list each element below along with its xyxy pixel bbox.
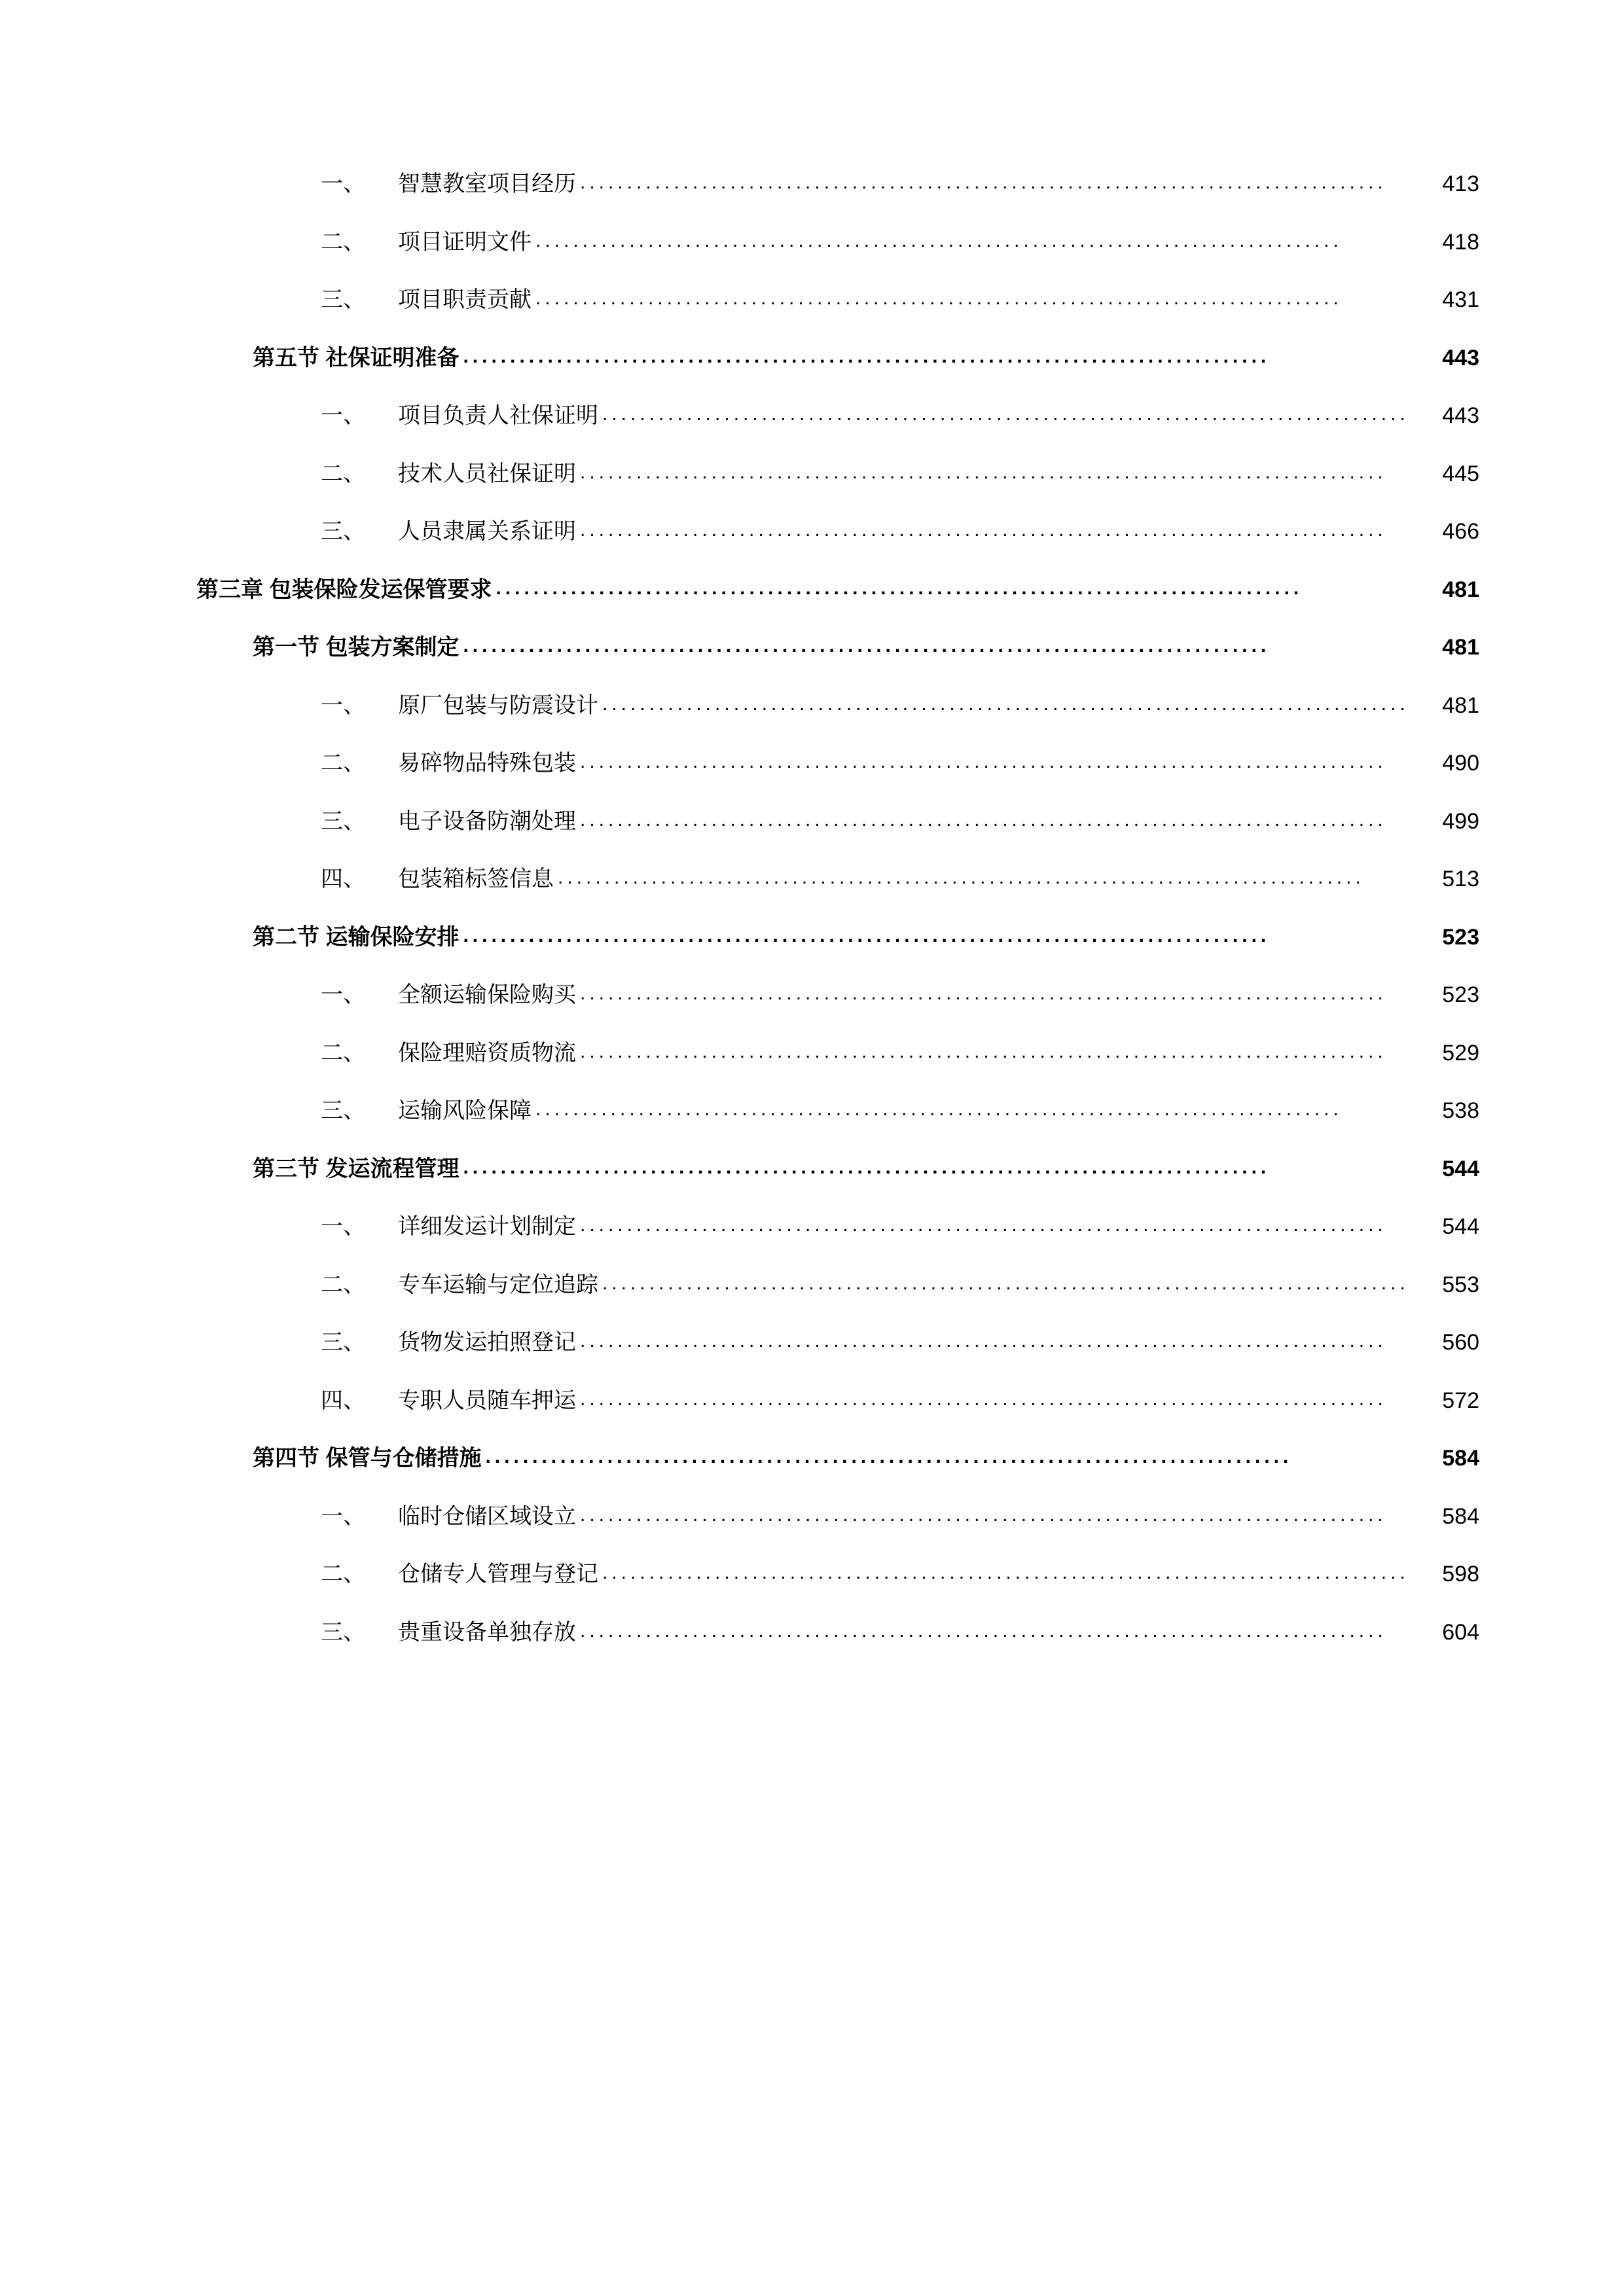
toc-entry-number: 二、 bbox=[321, 751, 365, 776]
toc-entry-label bbox=[321, 1271, 598, 1299]
toc-entry-title: 智慧教室项目经历 bbox=[398, 171, 576, 196]
toc-entry-item[interactable] bbox=[196, 1619, 1479, 1647]
toc-entry-title: 包装保险发运保管要求 bbox=[269, 577, 492, 602]
toc-entry-section[interactable] bbox=[196, 924, 1479, 952]
toc-entry-title: 项目职责贡献 bbox=[398, 287, 532, 312]
table-of-contents bbox=[196, 170, 1479, 1646]
toc-entry-number: 二、 bbox=[321, 1272, 365, 1297]
toc-dot-leader: ...................................................................................... bbox=[558, 867, 1365, 888]
toc-page-number: 529 bbox=[1442, 1040, 1479, 1066]
toc-entry-title: 包装方案制定 bbox=[325, 635, 460, 660]
toc-entry-section[interactable] bbox=[196, 634, 1479, 662]
toc-page-number: 499 bbox=[1442, 808, 1479, 834]
toc-entry-title: 保管与仓储措施 bbox=[325, 1446, 482, 1471]
toc-entry-number: 四、 bbox=[321, 1388, 365, 1413]
toc-entry-number: 三、 bbox=[321, 1619, 365, 1645]
toc-entry-label bbox=[321, 1387, 576, 1415]
toc-page-number: 481 bbox=[1442, 635, 1479, 660]
toc-entry-title: 专车运输与定位追踪 bbox=[398, 1272, 598, 1297]
toc-entry-item[interactable] bbox=[196, 1329, 1479, 1357]
toc-dot-leader: ...................................................................................... bbox=[580, 171, 1387, 193]
toc-entry-label bbox=[321, 286, 532, 314]
toc-entry-label bbox=[196, 576, 492, 604]
toc-entry-title: 运输风险保障 bbox=[398, 1098, 532, 1123]
toc-dot-leader: ...................................................................................... bbox=[580, 1330, 1387, 1352]
toc-dot-leader: ...................................................................................... bbox=[580, 1388, 1387, 1410]
toc-entry-label bbox=[321, 1560, 598, 1588]
toc-entry-title: 项目负责人社保证明 bbox=[398, 403, 598, 428]
toc-entry-label bbox=[321, 1329, 576, 1357]
toc-page-number: 560 bbox=[1442, 1330, 1479, 1355]
toc-dot-leader: ...................................................................................... bbox=[580, 1040, 1387, 1062]
toc-entry-label bbox=[321, 865, 554, 893]
toc-entry-label bbox=[253, 634, 459, 662]
toc-entry-number: 二、 bbox=[321, 1562, 365, 1587]
toc-entry-title: 货物发运拍照登记 bbox=[398, 1330, 576, 1355]
toc-page-number: 584 bbox=[1442, 1446, 1479, 1471]
toc-page-number: 538 bbox=[1442, 1098, 1479, 1123]
toc-entry-title: 保险理赔资质物流 bbox=[398, 1040, 576, 1066]
toc-entry-label bbox=[321, 460, 576, 488]
toc-entry-item[interactable] bbox=[196, 1503, 1479, 1531]
toc-dot-leader: ...................................................................................... bbox=[463, 1156, 1271, 1178]
toc-page-number: 418 bbox=[1442, 229, 1479, 255]
toc-dot-leader: ...................................................................................... bbox=[580, 1619, 1387, 1641]
toc-entry-number: 四、 bbox=[321, 867, 365, 891]
toc-page-number: 431 bbox=[1442, 287, 1479, 312]
toc-entry-label bbox=[321, 402, 598, 430]
toc-entry-number: 三、 bbox=[321, 287, 365, 312]
toc-entry-number: 三、 bbox=[321, 519, 365, 544]
toc-entry-number: 第二节 bbox=[253, 924, 319, 950]
toc-entry-item[interactable] bbox=[196, 692, 1479, 720]
toc-entry-title: 发运流程管理 bbox=[325, 1156, 460, 1181]
toc-entry-item[interactable] bbox=[196, 518, 1479, 546]
toc-page-number: 490 bbox=[1442, 751, 1479, 776]
toc-entry-number: 一、 bbox=[321, 692, 365, 718]
toc-entry-item[interactable] bbox=[196, 808, 1479, 836]
toc-entry-item[interactable] bbox=[196, 170, 1479, 198]
toc-entry-label bbox=[321, 1619, 576, 1647]
toc-entry-label bbox=[321, 1213, 576, 1241]
toc-entry-item[interactable] bbox=[196, 1039, 1479, 1067]
toc-entry-label bbox=[321, 170, 576, 198]
toc-dot-leader: ...................................................................................... bbox=[496, 577, 1303, 599]
toc-entry-title: 社保证明准备 bbox=[325, 345, 460, 370]
toc-entry-item[interactable] bbox=[196, 286, 1479, 314]
toc-entry-label bbox=[253, 1444, 481, 1473]
toc-entry-label bbox=[321, 692, 598, 720]
toc-page-number: 584 bbox=[1442, 1503, 1479, 1529]
toc-entry-item[interactable] bbox=[196, 228, 1479, 257]
toc-entry-chapter[interactable] bbox=[196, 576, 1479, 604]
toc-entry-title: 技术人员社保证明 bbox=[398, 461, 576, 486]
toc-dot-leader: ...................................................................................... bbox=[602, 1272, 1409, 1294]
toc-entry-number: 一、 bbox=[321, 1214, 365, 1239]
toc-page-number: 481 bbox=[1442, 577, 1479, 602]
toc-entry-label bbox=[321, 228, 532, 257]
toc-page-number: 523 bbox=[1442, 982, 1479, 1007]
toc-entry-number: 第五节 bbox=[253, 345, 319, 370]
toc-entry-number: 第三节 bbox=[253, 1156, 319, 1181]
toc-page-number: 572 bbox=[1442, 1388, 1479, 1413]
toc-page-number: 466 bbox=[1442, 519, 1479, 544]
toc-entry-number: 一、 bbox=[321, 982, 365, 1007]
toc-entry-number: 第三章 bbox=[196, 577, 263, 602]
toc-entry-label bbox=[321, 981, 576, 1009]
toc-page-number: 413 bbox=[1442, 171, 1479, 196]
toc-entry-label bbox=[253, 1155, 459, 1183]
toc-entry-number: 一、 bbox=[321, 1503, 365, 1529]
toc-dot-leader: ...................................................................................... bbox=[580, 808, 1387, 831]
toc-page-number: 544 bbox=[1442, 1156, 1479, 1181]
toc-entry-item[interactable] bbox=[196, 460, 1479, 488]
toc-entry-item[interactable] bbox=[196, 1271, 1479, 1299]
toc-entry-label bbox=[321, 1097, 532, 1125]
toc-entry-title: 全额运输保险购买 bbox=[398, 982, 576, 1007]
toc-entry-title: 包装箱标签信息 bbox=[398, 867, 554, 891]
toc-entry-number: 第一节 bbox=[253, 635, 319, 660]
toc-entry-number: 二、 bbox=[321, 461, 365, 486]
toc-entry-label bbox=[253, 924, 459, 952]
toc-entry-title: 电子设备防潮处理 bbox=[398, 808, 576, 834]
toc-entry-label bbox=[321, 1039, 576, 1067]
toc-dot-leader: ...................................................................................... bbox=[602, 1562, 1409, 1583]
toc-entry-label bbox=[253, 344, 459, 372]
toc-page-number: 481 bbox=[1442, 692, 1479, 718]
toc-entry-title: 详细发运计划制定 bbox=[398, 1214, 576, 1239]
toc-entry-item[interactable] bbox=[196, 1560, 1479, 1588]
toc-entry-number: 一、 bbox=[321, 171, 365, 196]
toc-entry-number: 二、 bbox=[321, 229, 365, 255]
toc-dot-leader: ...................................................................................... bbox=[463, 345, 1271, 367]
toc-page-number: 598 bbox=[1442, 1562, 1479, 1587]
toc-page-number: 544 bbox=[1442, 1214, 1479, 1239]
toc-page-number: 553 bbox=[1442, 1272, 1479, 1297]
toc-entry-item[interactable] bbox=[196, 1387, 1479, 1415]
toc-entry-title: 仓储专人管理与登记 bbox=[398, 1562, 598, 1587]
toc-entry-item[interactable] bbox=[196, 865, 1479, 893]
toc-dot-leader: ...................................................................................... bbox=[580, 519, 1387, 541]
toc-dot-leader: ...................................................................................... bbox=[580, 1214, 1387, 1236]
toc-entry-section[interactable] bbox=[196, 1444, 1479, 1473]
toc-entry-item[interactable] bbox=[196, 981, 1479, 1009]
toc-page-number: 443 bbox=[1442, 403, 1479, 428]
toc-entry-section[interactable] bbox=[196, 344, 1479, 372]
toc-page-number: 523 bbox=[1442, 924, 1479, 950]
toc-entry-title: 易碎物品特殊包装 bbox=[398, 751, 576, 776]
toc-dot-leader: ...................................................................................... bbox=[485, 1446, 1293, 1467]
toc-entry-item[interactable] bbox=[196, 749, 1479, 778]
toc-entry-title: 原厂包装与防震设计 bbox=[398, 692, 598, 718]
toc-dot-leader: ...................................................................................... bbox=[602, 692, 1409, 715]
toc-dot-leader: ...................................................................................... bbox=[535, 229, 1343, 251]
toc-entry-item[interactable] bbox=[196, 1097, 1479, 1125]
toc-entry-title: 人员隶属关系证明 bbox=[398, 519, 576, 544]
toc-entry-title: 运输保险安排 bbox=[325, 924, 460, 950]
toc-entry-item[interactable] bbox=[196, 402, 1479, 430]
toc-entry-title: 贵重设备单独存放 bbox=[398, 1619, 576, 1645]
toc-entry-number: 三、 bbox=[321, 1330, 365, 1355]
toc-entry-number: 第四节 bbox=[253, 1446, 319, 1471]
toc-entry-number: 三、 bbox=[321, 1098, 365, 1123]
toc-dot-leader: ...................................................................................... bbox=[535, 287, 1343, 309]
toc-entry-label bbox=[321, 749, 576, 778]
toc-dot-leader: ...................................................................................... bbox=[580, 751, 1387, 772]
toc-entry-title: 专职人员随车押运 bbox=[398, 1388, 576, 1413]
toc-dot-leader: ...................................................................................... bbox=[580, 982, 1387, 1004]
toc-entry-section[interactable] bbox=[196, 1155, 1479, 1183]
toc-entry-item[interactable] bbox=[196, 1213, 1479, 1241]
toc-dot-leader: ...................................................................................... bbox=[463, 635, 1271, 656]
toc-page-number: 443 bbox=[1442, 345, 1479, 370]
toc-dot-leader: ...................................................................................... bbox=[580, 461, 1387, 483]
toc-entry-label bbox=[321, 808, 576, 836]
toc-entry-label bbox=[321, 518, 576, 546]
toc-dot-leader: ...................................................................................... bbox=[580, 1503, 1387, 1526]
toc-entry-number: 一、 bbox=[321, 403, 365, 428]
toc-entry-number: 三、 bbox=[321, 808, 365, 834]
toc-entry-label bbox=[321, 1503, 576, 1531]
toc-dot-leader: ...................................................................................... bbox=[602, 403, 1409, 425]
toc-page-number: 513 bbox=[1442, 867, 1479, 891]
toc-entry-number: 二、 bbox=[321, 1040, 365, 1066]
toc-page-number: 445 bbox=[1442, 461, 1479, 486]
toc-page-number: 604 bbox=[1442, 1619, 1479, 1645]
toc-dot-leader: ...................................................................................... bbox=[535, 1098, 1343, 1120]
toc-entry-title: 临时仓储区域设立 bbox=[398, 1503, 576, 1529]
toc-dot-leader: ...................................................................................... bbox=[463, 924, 1271, 946]
toc-entry-title: 项目证明文件 bbox=[398, 229, 532, 255]
